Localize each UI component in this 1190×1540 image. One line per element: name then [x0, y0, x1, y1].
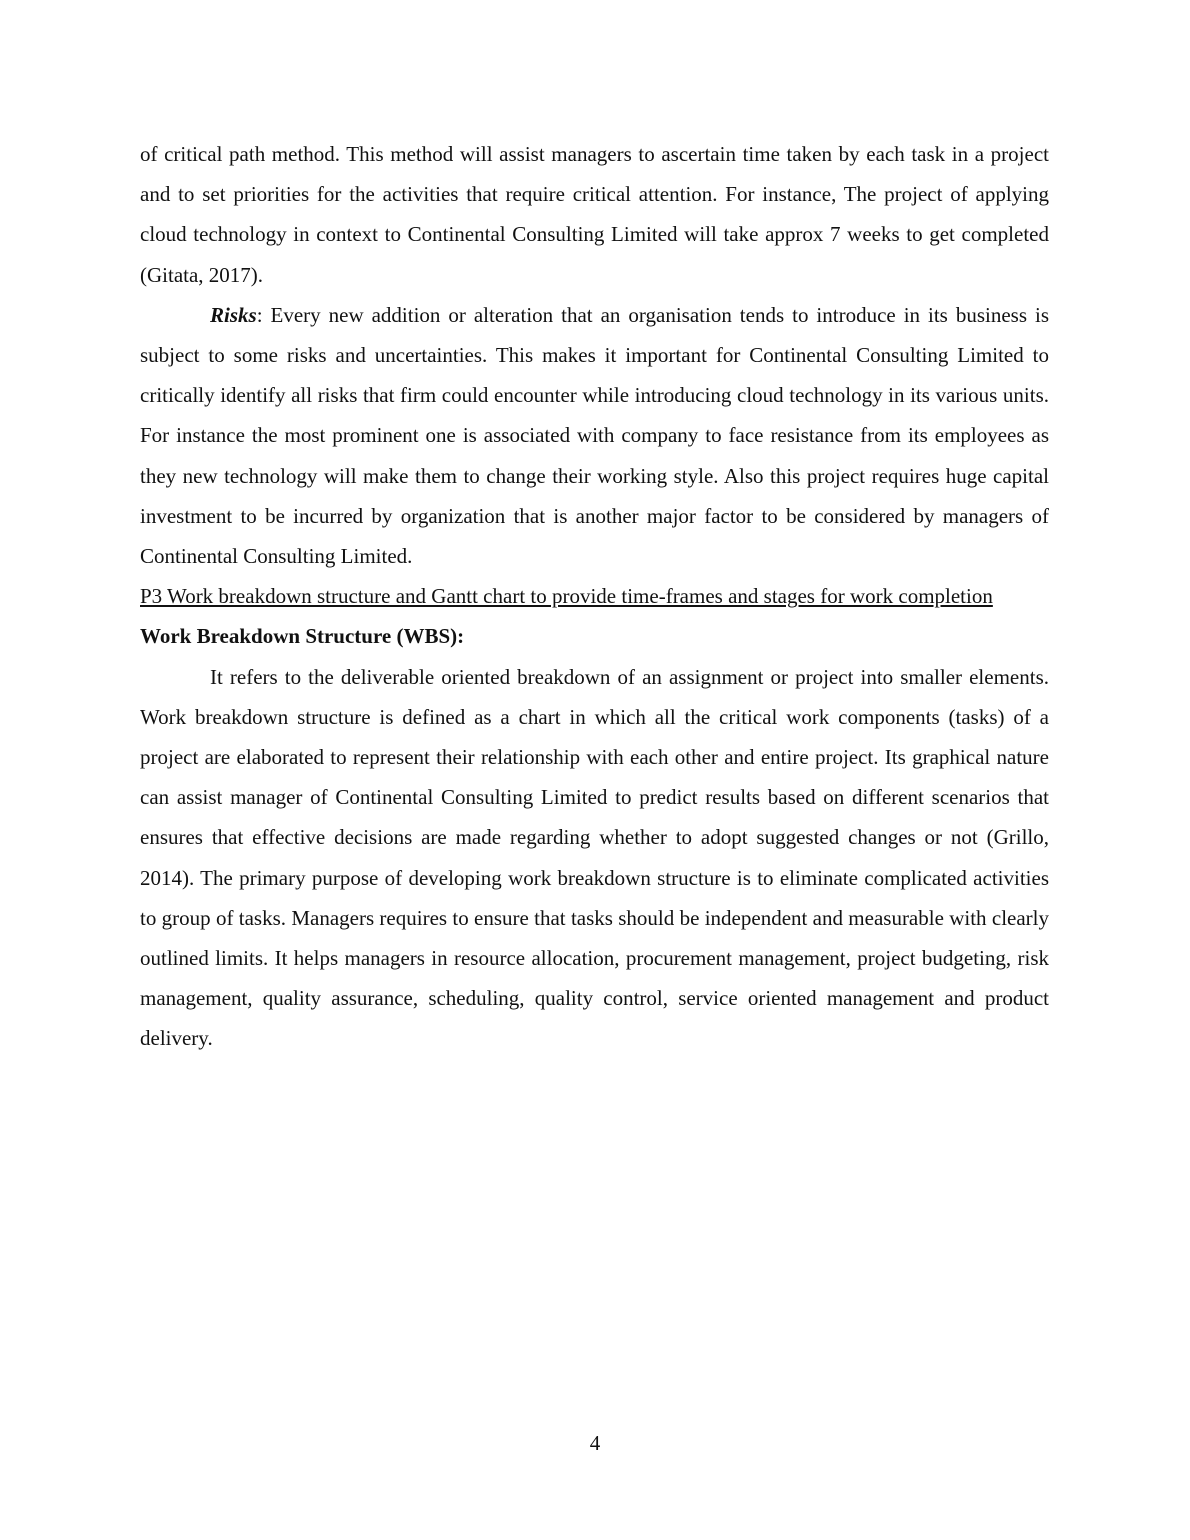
paragraph-critical-path: of critical path method. This method will assist managers to ascertain time taken by each task in a project and to set priorities for the activities that require critical attention. For instance, The project of applying cloud technology in context to Continental Consulting Limited will take approx 7 weeks to get completed (Gitata, 2017).: [140, 142, 1049, 287]
paragraph-risks: [140, 295, 1049, 576]
wbs-heading: Work Breakdown Structure (WBS):: [140, 624, 465, 649]
risks-text: : Every new addition or alteration that an organisation tends to introduce in its business is subject to some risks and uncertainties. This makes it important for Continental Consulting Limited to critically identify all risks that firm could encounter while introducing cloud technology in its various units. For instance the most prominent one is associated with company to face resistance from its employees as they new technology will make them to change their working style. Also this project requires huge capital investment to be incurred by organization that is another major factor to be considered by managers of Continental Consulting Limited.: [140, 302, 1049, 569]
paragraph-wbs: It refers to the deliverable oriented breakdown of an assignment or project into smaller elements. Work breakdown structure is defined as a chart in which all the critical work components (tasks) of a project are elaborated to represent their relationship with each other and entire project. Its graphical nature can assist manager of Continental Consulting Limited to predict results based on different scenarios that ensures that effective decisions are made regarding whether to adopt suggested changes or not (Grillo, 2014). The primary purpose of developing work breakdown structure is to eliminate complicated activities to group of tasks. Managers requires to ensure that tasks should be independent and measurable with clearly outlined limits. It helps managers in resource allocation, procurement management, project budgeting, risk management, quality assurance, scheduling, quality control, service oriented management and product delivery.: [140, 664, 1049, 1051]
risks-label: Risks: [210, 302, 257, 327]
section-heading-p3: P3 Work breakdown structure and Gantt chart to provide time-frames and stages for work completion: [140, 584, 993, 609]
document-page: [140, 134, 1049, 1059]
page-number: 4: [589, 1431, 601, 1455]
